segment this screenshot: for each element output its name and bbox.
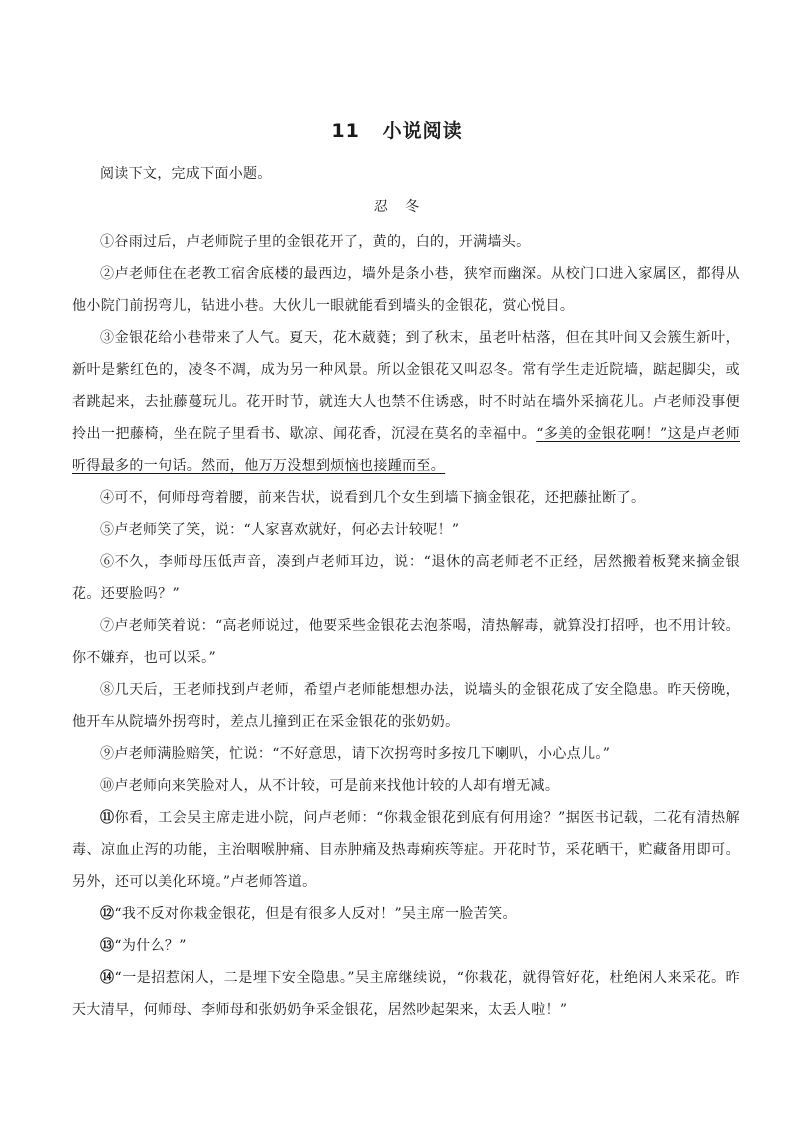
paragraph-text: 卢老师向来笑脸对人，从不计较，可是前来找他计较的人却有增无减。 (114, 778, 560, 794)
paragraph-text: 可不，何师母弯着腰，前来告状，说看到几个女生到墙下摘金银花，还把藤扯断了。 (114, 490, 646, 506)
paragraph (72, 610, 740, 674)
underlined-sentence: “多美的金银花啊！”这是卢老师听得最多的一句话。然而，他万万没想到烦恼也接踵而至。 (72, 426, 740, 474)
paragraph-text: 不久，李师母压低声音，凑到卢老师耳边，说：“退休的高老师老不正经，居然搬着板凳来摘金银花。还要脸吗？” (72, 554, 740, 602)
paragraph (72, 738, 740, 770)
paragraph (72, 322, 740, 482)
paragraph (72, 802, 740, 898)
paragraph (72, 482, 740, 514)
paragraph-text: 卢老师满脸赔笑，忙说：“不好意思，请下次拐弯时多按几下喇叭，小心点儿。” (114, 746, 611, 762)
paragraph-text: 卢老师笑着说：“高老师说过，他要采些金银花去泡茶喝，清热解毒，就算没打招呼，也不用计较。你不嫌弃，也可以采。” (72, 618, 740, 666)
page-title: 11 小说阅读 (331, 120, 463, 142)
paragraph-text: “我不反对你栽金银花，但是有很多人反对！”吴主席一脸苦笑。 (114, 906, 517, 922)
instruction-text: 阅读下文，完成下面小题。 (100, 166, 272, 182)
paragraph-number: ⑥ (100, 554, 115, 570)
paragraph-number: ③ (100, 330, 115, 346)
paragraph-text: 谷雨过后，卢老师院子里的金银花开了，黄的，白的，开满墙头。 (114, 234, 531, 250)
paragraph (72, 546, 740, 610)
paragraph-text: 几天后，王老师找到卢老师，希望卢老师能想想办法，说墙头的金银花成了安全隐患。昨天傍晚，他开车从院墙外拐弯时，差点儿撞到正在采金银花的张奶奶。 (72, 682, 740, 730)
paragraph (72, 898, 740, 930)
paragraph-text: 你看，工会吴主席走进小院，问卢老师：“你栽金银花到底有何用途？”据医书记载，二花有清热解毒、凉血止泻的功能，主治咽喉肿痛、目赤肿痛及热毒痢疾等症。开花时节，采花晒干，贮藏备用即可。另外，还可以美化环境。”卢老师答道。 (72, 810, 740, 890)
paragraph-text: “为什么？” (114, 938, 187, 954)
paragraph-text: 卢老师住在老教工宿舍底楼的最西边，墙外是条小巷，狭窄而幽深。从校门口进入家属区，都得从他小院门前拐弯儿，钻进小巷。大伙儿一眼就能看到墙头的金银花，赏心悦目。 (72, 266, 740, 314)
paragraph-number: ⑬ (100, 938, 115, 954)
story-body (72, 226, 740, 1026)
paragraph-number: ② (100, 266, 115, 282)
paragraph-number: ⑭ (100, 970, 115, 986)
paragraph (72, 674, 740, 738)
paragraph (72, 226, 740, 258)
paragraph-number: ⑫ (100, 906, 115, 922)
paragraph-text: 金银花给小巷带来了人气。夏天，花木葳蕤；到了秋末，虽老叶枯落，但在其叶间又会簇生新叶，新叶是紫红色的，凌冬不凋，成为另一种风景。所以金银花又叫忍冬。常有学生走近院墙，踮起脚尖，或者跳起来，去扯藤蔓玩儿。花开时节，就连大人也禁不住诱惑，时不时站在墙外采摘花儿。卢老师没事便拎出一把藤椅，坐在院子里看书、歇凉、闻花香，沉浸在莫名的幸福中。 (72, 330, 740, 442)
paragraph (72, 930, 740, 962)
paragraph (72, 962, 740, 1026)
paragraph-number: ⑩ (100, 778, 115, 794)
paragraph-text: 卢老师笑了笑，说：“人家喜欢就好，何必去计较呢！” (114, 522, 460, 538)
paragraph (72, 770, 740, 802)
paragraph (72, 514, 740, 546)
paragraph-text: “一是招惹闲人，二是埋下安全隐患。”吴主席继续说，“你栽花，就得管好花，杜绝闲人来采花。昨天大清早，何师母、李师母和张奶奶争采金银花，居然吵起架来，太丢人啦！” (72, 970, 740, 1018)
paragraph-number: ⑦ (100, 618, 115, 634)
paragraph-number: ⑨ (100, 746, 115, 762)
paragraph-number: ⑪ (100, 810, 115, 826)
paragraph-number: ⑧ (100, 682, 115, 698)
story-title: 忍 冬 (373, 199, 421, 215)
paragraph-number: ④ (100, 490, 115, 506)
paragraph-number: ⑤ (100, 522, 115, 538)
paragraph (72, 258, 740, 322)
paragraph-number: ① (100, 234, 115, 250)
